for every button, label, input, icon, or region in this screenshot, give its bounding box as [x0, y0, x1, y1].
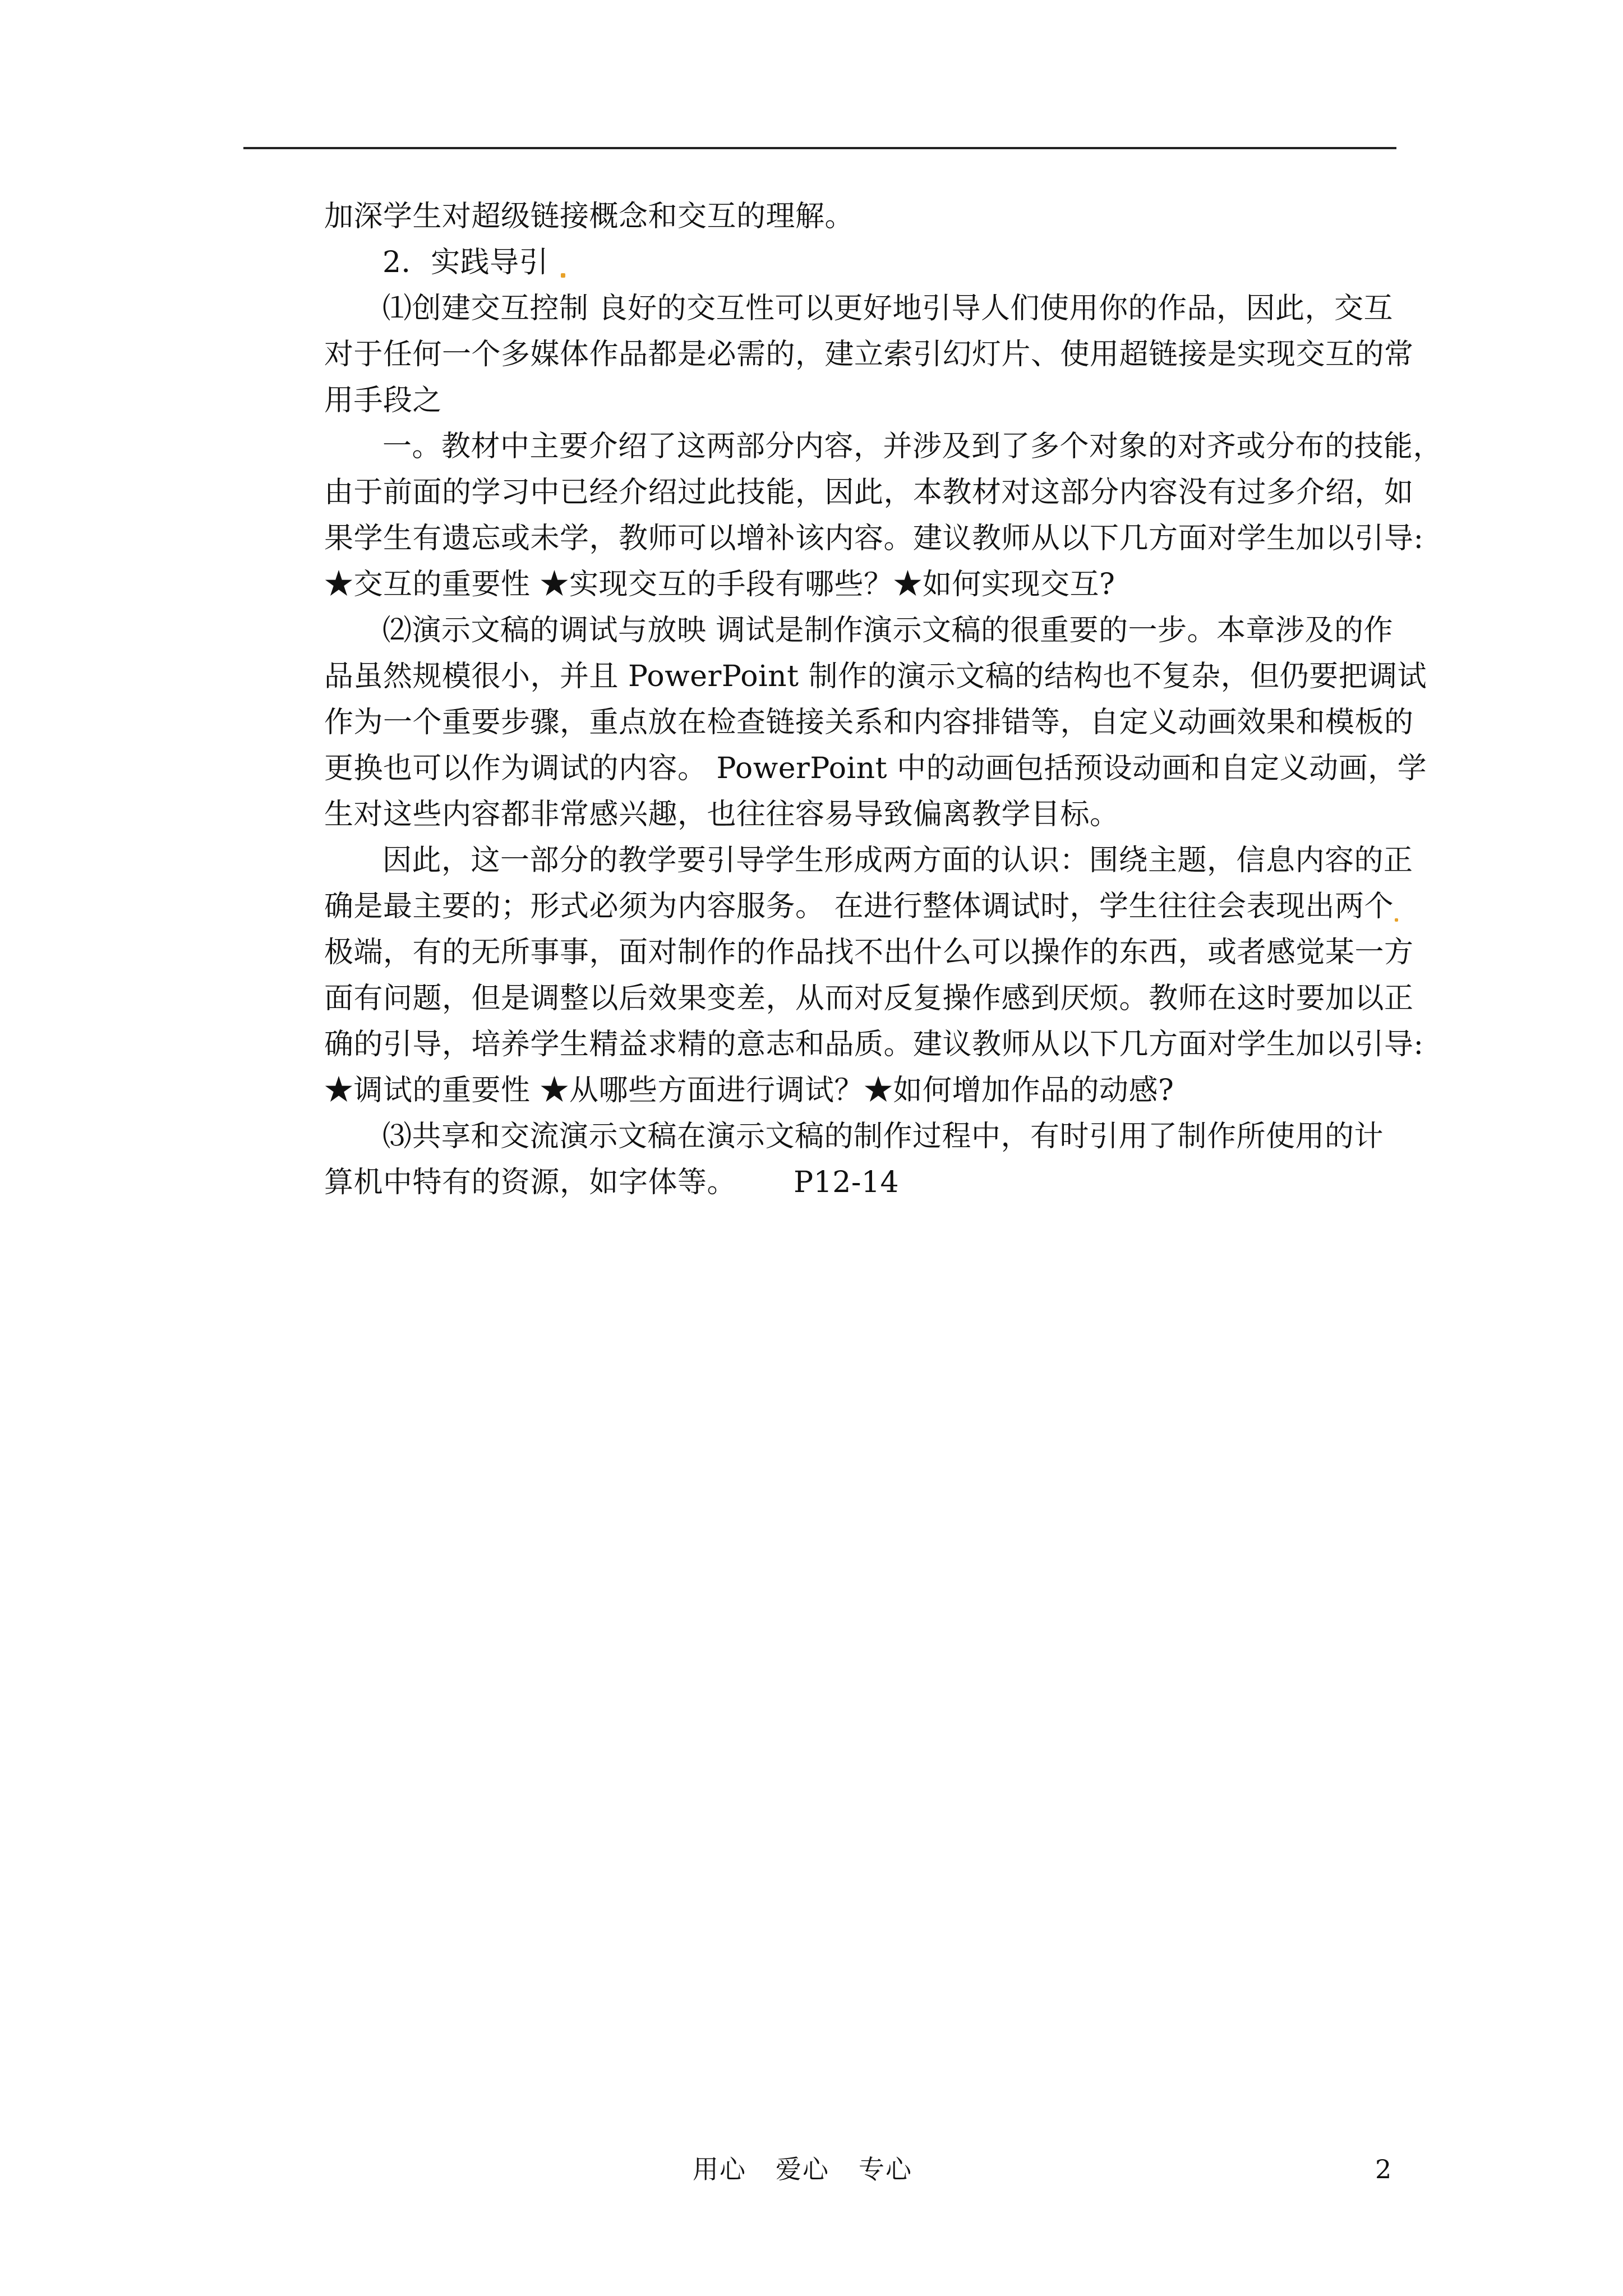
footer-motto	[693, 2150, 912, 2189]
text-line: 作为一个重要步骤，重点放在检查链接关系和内容排错等，自定义动画效果和模板的	[324, 706, 1414, 739]
text-line: 生对这些内容都非常感兴趣，也往往容易导致偏离教学目标。	[324, 798, 1119, 831]
text-line: 对于任何一个多媒体作品都是必需的，建立索引幻灯片、使用超链接是实现交互的常	[324, 338, 1414, 371]
text-line: 加深学生对超级链接概念和交互的理解。	[324, 200, 855, 233]
text-line: 2．实践导引	[324, 240, 1396, 286]
header-rule	[243, 147, 1396, 149]
text-line: 确是最主要的；形式必须为内容服务。 在进行整体调试时，学生往往会表现出两个	[324, 884, 1396, 930]
text-line: 更换也可以作为调试的内容。 PowerPoint 中的动画包括预设动画和自定义动画，学	[324, 752, 1427, 785]
text-line: ⑶共享和交流演示文稿在演示文稿的制作过程中，有时引用了制作所使用的计	[382, 1120, 1384, 1153]
text-line: ★交互的重要性 ★实现交互的手段有哪些？★如何实现交互?	[324, 568, 1115, 601]
text-line: 算机中特有的资源，如字体等。 P12-14	[324, 1166, 900, 1199]
text-line: 果学生有遗忘或未学，教师可以增补该内容。建议教师从以下几方面对学生加以引导:	[324, 522, 1424, 555]
text-line: ★调试的重要性 ★从哪些方面进行调试？★如何增加作品的动感?	[324, 1074, 1174, 1107]
text-line: 确的引导，培养学生精益求精的意志和品质。建议教师从以下几方面对学生加以引导:	[324, 1028, 1424, 1061]
page-number: 2	[1375, 2154, 1392, 2184]
text-line: 一。教材中主要介绍了这两部分内容，并涉及到了多个对象的对齐或分布的技能，	[382, 430, 1443, 463]
edit-marker	[561, 273, 565, 278]
page-footer	[0, 2150, 1623, 2189]
text-line: 面有问题，但是调整以后效果变差，从而对反复操作感到厌烦。教师在这时要加以正	[324, 982, 1414, 1015]
text-line: 用手段之	[324, 384, 442, 417]
text-line: 极端，有的无所事事，面对制作的作品找不出什么可以操作的东西，或者感觉某一方	[324, 936, 1414, 969]
text-line: ⑴创建交互控制 良好的交互性可以更好地引导人们使用你的作品，因此，交互	[382, 292, 1394, 325]
text-line: ⑵演示文稿的调试与放映 调试是制作演示文稿的很重要的一步。本章涉及的作	[382, 614, 1394, 647]
footer-motto-item: 专心	[859, 2154, 912, 2184]
footer-motto-item: 爱心	[776, 2154, 829, 2184]
text-line: 品虽然规模很小，并且 PowerPoint 制作的演示文稿的结构也不复杂，但仍要把调试	[324, 660, 1427, 693]
text-line: 因此，这一部分的教学要引导学生形成两方面的认识：围绕主题，信息内容的正	[382, 844, 1413, 877]
footer-motto-item: 用心	[693, 2154, 746, 2184]
text-line: 由于前面的学习中已经介绍过此技能，因此，本教材对这部分内容没有过多介绍，如	[324, 476, 1414, 509]
document-body	[324, 194, 1443, 1205]
edit-marker	[1395, 918, 1398, 922]
